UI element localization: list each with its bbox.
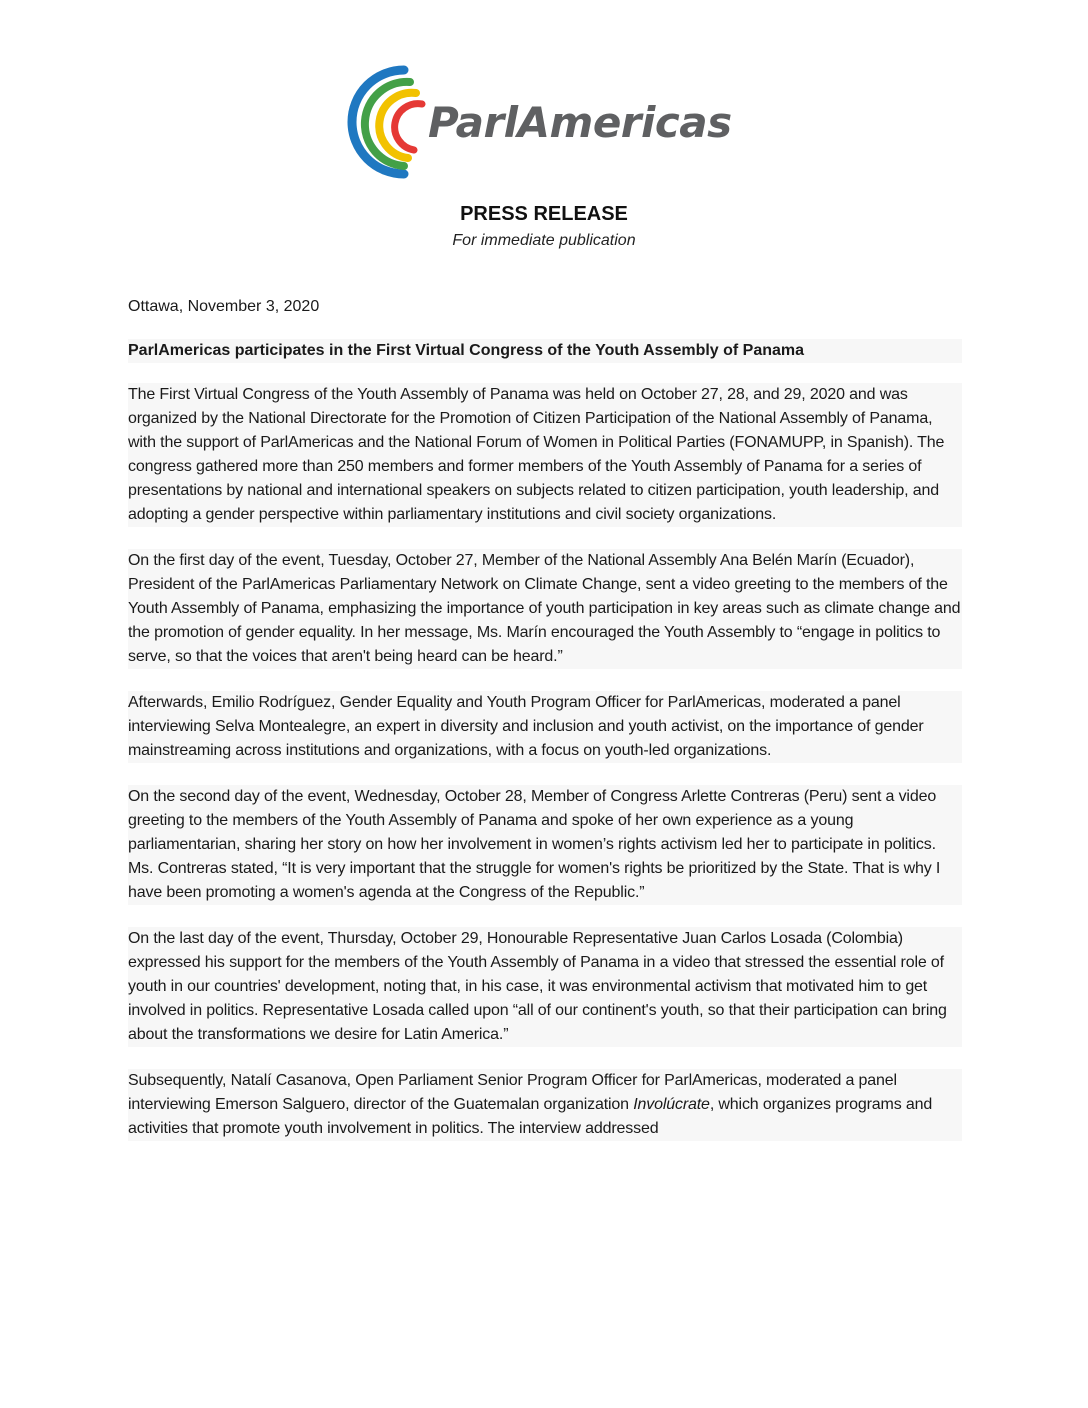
- paragraph: On the last day of the event, Thursday, October 29, Honourable Representative Juan Carlos Losada (Colombia) expressed his support for the members of the Youth Assembly of Panama in a video that stressed the essential role of youth in our countries' development, noting that, in his case, it was environmental activism that motivated him to get involved in politics. Representative Losada called upon “all of our continent's youth, so that their participation can bring about the transformations we desire for Latin America.”: [128, 927, 962, 1047]
- paragraph-text: , which organizes programs and activities that promote youth involvement in politics. The interview addressed: [128, 1096, 933, 1137]
- paragraph-last: [128, 1069, 962, 1141]
- paragraph: The First Virtual Congress of the Youth Assembly of Panama was held on October 27, 28, and 29, 2020 and was organized by the National Directorate for the Promotion of Citizen Participation of the National Assembly of Panama, with the support of ParlAmericas and the National Forum of Women in Political Parties (FONAMUPP, in Spanish). The congress gathered more than 250 members and former members of the Youth Assembly of Panama for a series of presentations by national and international speakers on subjects related to citizen participation, youth leadership, and adopting a gender perspective within parliamentary institutions and civil society organizations.: [128, 383, 962, 527]
- paragraph: On the second day of the event, Wednesday, October 28, Member of Congress Arlette Contreras (Peru) sent a video greeting to the members of the Youth Assembly of Panama and spoke of her own experience as a young parliamentarian, sharing her story on how her involvement in women’s rights activism led her to participate in politics. Ms. Contreras stated, “It is very important that the struggle for women's rights be prioritized by the State. That is why I have been promoting a women's agenda at the Congress of the Republic.”: [128, 785, 962, 905]
- headline: ParlAmericas participates in the First Virtual Congress of the Youth Assembly of Panama: [128, 339, 962, 363]
- paragraph: Afterwards, Emilio Rodríguez, Gender Equality and Youth Program Officer for ParlAmericas, moderated a panel interviewing Selva Montealegre, an expert in diversity and inclusion and youth activist, on the importance of gender mainstreaming across institutions and organizations, with a focus on youth-led organizations.: [128, 691, 962, 763]
- parlamericas-logo: [344, 62, 744, 182]
- press-release-title: PRESS RELEASE: [460, 203, 628, 225]
- logo-wordmark: ParlAmericas: [428, 98, 732, 147]
- organization-name: Involúcrate: [633, 1096, 710, 1113]
- press-release-subtitle: For immediate publication: [452, 232, 636, 249]
- paragraph: On the first day of the event, Tuesday, October 27, Member of the National Assembly Ana Belén Marín (Ecuador), President of the ParlAmericas Parliamentary Network on Climate Change, sent a video greeting to the members of the Youth Assembly of Panama, emphasizing the importance of youth participation in key areas such as climate change and the promotion of gender equality. In her message, Ms. Marín encouraged the Youth Assembly to “engage in politics to serve, so that the voices that aren't being heard can be heard.”: [128, 549, 962, 669]
- article-body: [128, 295, 962, 1141]
- paragraph-text: Subsequently, Natalí Casanova, Open Parliament Senior Program Officer for ParlAmericas, moderated a panel interviewing Emerson Salguero, director of the Guatemalan organization: [128, 1072, 897, 1113]
- dateline: Ottawa, November 3, 2020: [128, 298, 320, 315]
